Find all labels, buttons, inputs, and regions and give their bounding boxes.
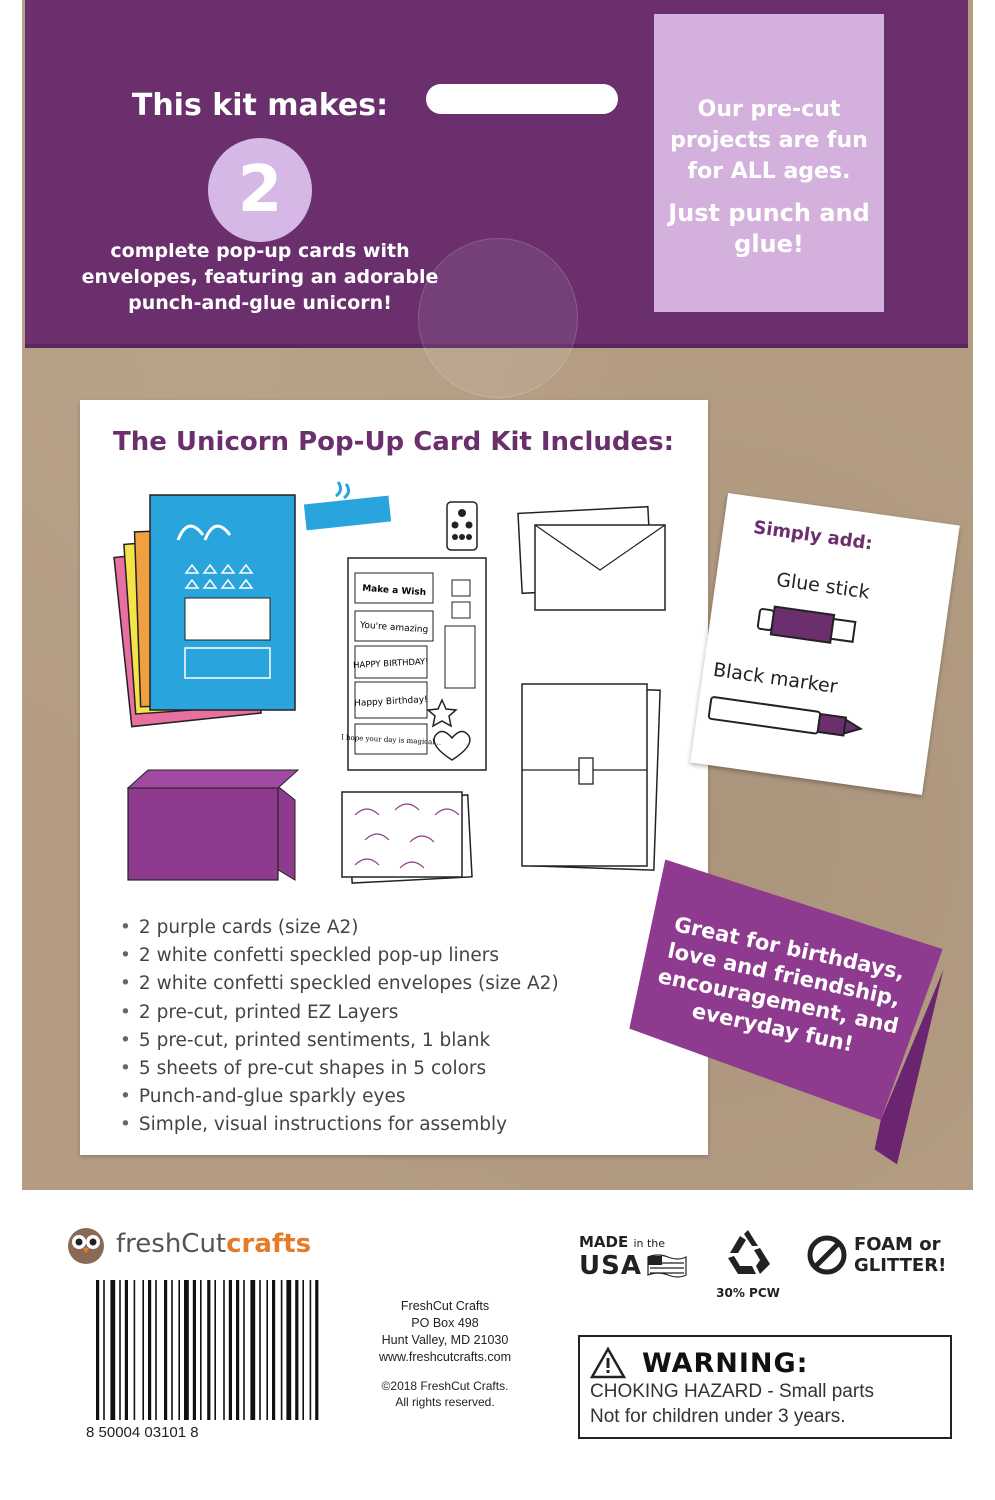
sentiments-sheet-illustration [341, 558, 486, 770]
address-line: FreshCut Crafts [400, 1299, 490, 1313]
warning-line-1: CHOKING HAZARD - Small parts [590, 1381, 874, 1402]
glue-stick-icon [754, 596, 868, 651]
barcode-bar [200, 1280, 202, 1420]
prohibited-icon [806, 1234, 848, 1276]
recycle-label: 30% PCW [716, 1286, 780, 1300]
warning-title: WARNING: [642, 1347, 809, 1379]
barcode-bar [272, 1280, 275, 1420]
usa-label: USA [579, 1251, 642, 1281]
barcode-bar [142, 1280, 144, 1420]
barcode-bar [119, 1280, 121, 1420]
barcode-bar [259, 1280, 261, 1420]
card-count-badge: 2 [208, 138, 312, 242]
address-line: PO Box 498 [411, 1316, 479, 1330]
copyright-line: ©2018 FreshCut Crafts. [381, 1379, 509, 1393]
warning-line-2: Not for children under 3 years. [590, 1406, 846, 1427]
address-line: Hunt Valley, MD 21030 [381, 1333, 509, 1347]
envelopes-illustration [518, 507, 665, 610]
hang-hole [426, 84, 618, 114]
marker-icon [705, 689, 879, 752]
no-foam-line1: FOAM or [854, 1234, 941, 1255]
list-item: • 5 sheets of pre-cut shapes in 5 colors [120, 1055, 640, 1083]
owl-icon [64, 1222, 108, 1266]
barcode-bar [207, 1280, 210, 1420]
barcode-bar [184, 1280, 189, 1420]
warning-box [578, 1335, 952, 1439]
ez-layers-illustration [342, 792, 472, 883]
black-marker-label: Black marker [711, 658, 839, 699]
list-item: • 2 white confetti speckled envelopes (size A2) [120, 970, 640, 998]
barcode-bar [164, 1280, 167, 1420]
barcode-bar [243, 1280, 245, 1420]
glue-stick-label: Glue stick [774, 568, 871, 604]
brand-name-part1: freshCut [116, 1229, 227, 1259]
recycle-icon [720, 1228, 776, 1278]
copyright-line: All rights reserved. [395, 1395, 495, 1409]
company-address [350, 1298, 540, 1366]
barcode-bar [148, 1280, 151, 1420]
purple-cards-illustration [128, 770, 298, 880]
barcode-bar [110, 1280, 115, 1420]
kit-contents-illustration [110, 480, 710, 900]
recycle-badge [708, 1228, 788, 1300]
kit-makes-title: This kit makes: [131, 88, 389, 123]
barcode-bar [171, 1280, 173, 1420]
barcode-bar [286, 1280, 291, 1420]
simply-add-title: Simply add: [752, 517, 874, 555]
barcode-bar [302, 1280, 304, 1420]
copyright [350, 1378, 540, 1410]
made-in-usa-badge [579, 1233, 688, 1281]
barcode-bar [229, 1280, 232, 1420]
barcode-bar [96, 1280, 99, 1420]
list-item: • Punch-and-glue sparkly eyes [120, 1083, 640, 1111]
simply-add-card [690, 493, 960, 795]
kit-description: complete pop-up cards with envelopes, featuring an adorable punch-and-glue unicorn! [81, 240, 439, 314]
promo-text-ages: Our pre-cut projects are fun for ALL ages. [670, 97, 868, 184]
made-label: MADE [579, 1233, 629, 1251]
barcode-bar [125, 1280, 128, 1420]
list-item: • Simple, visual instructions for assembly [120, 1111, 640, 1139]
barcode-bar [266, 1280, 268, 1420]
barcode-bar [310, 1280, 312, 1420]
sentiment-magical: I hope your day is magical... [340, 733, 442, 747]
barcode-bar [178, 1280, 180, 1420]
includes-title: The Unicorn Pop-Up Card Kit Includes: [113, 427, 675, 457]
sentiment-happy-birthday: Happy Birthday! [353, 695, 428, 709]
popup-liner-illustration [522, 684, 660, 870]
sentiment-happy-birthday-caps: HAPPY BIRTHDAY! [352, 657, 429, 671]
list-item: • 2 pre-cut, printed EZ Layers [120, 999, 640, 1027]
no-foam-line2: GLITTER! [854, 1255, 947, 1276]
sentiment-make-a-wish: Make a Wish [361, 583, 427, 599]
brand-logo [64, 1222, 311, 1266]
includes-list [120, 914, 640, 1140]
barcode-bar [214, 1280, 216, 1420]
blue-strip-illustration [304, 482, 391, 530]
barcode-bar [193, 1280, 196, 1420]
barcode-bar [315, 1280, 318, 1420]
no-foam-badge [806, 1234, 946, 1276]
list-item: • 2 white confetti speckled pop-up liners [120, 942, 640, 970]
barcode-bar [295, 1280, 298, 1420]
colored-sheets-illustration [114, 495, 295, 727]
eyes-sheet-illustration [447, 502, 477, 550]
in-the-label: in the [633, 1237, 666, 1250]
barcode [96, 1280, 336, 1430]
barcode-bar [236, 1280, 239, 1420]
promo-text-punch: Just punch and glue! [668, 199, 870, 258]
barcode-bar [134, 1280, 136, 1420]
barcode-bar [281, 1280, 283, 1420]
us-flag-icon [646, 1253, 688, 1279]
brand-name [116, 1229, 311, 1259]
barcode-bar [103, 1280, 105, 1420]
warning-triangle-icon [590, 1347, 626, 1379]
barcode-digits: 8 50004 03101 8 [86, 1424, 199, 1441]
great-for-text: Great for birthdays, love and friendship, encouragement, and everyday fun! [655, 912, 907, 1057]
address-line: www.freshcutcrafts.com [379, 1350, 511, 1364]
barcode-bar [223, 1280, 225, 1420]
list-item: • 5 pre-cut, printed sentiments, 1 blank [120, 1027, 640, 1055]
brand-name-part2: crafts [226, 1229, 312, 1259]
sentiment-amazing: You're amazing [359, 620, 429, 636]
barcode-bar [250, 1280, 255, 1420]
list-item: • 2 purple cards (size A2) [120, 914, 640, 942]
barcode-bar [155, 1280, 157, 1420]
